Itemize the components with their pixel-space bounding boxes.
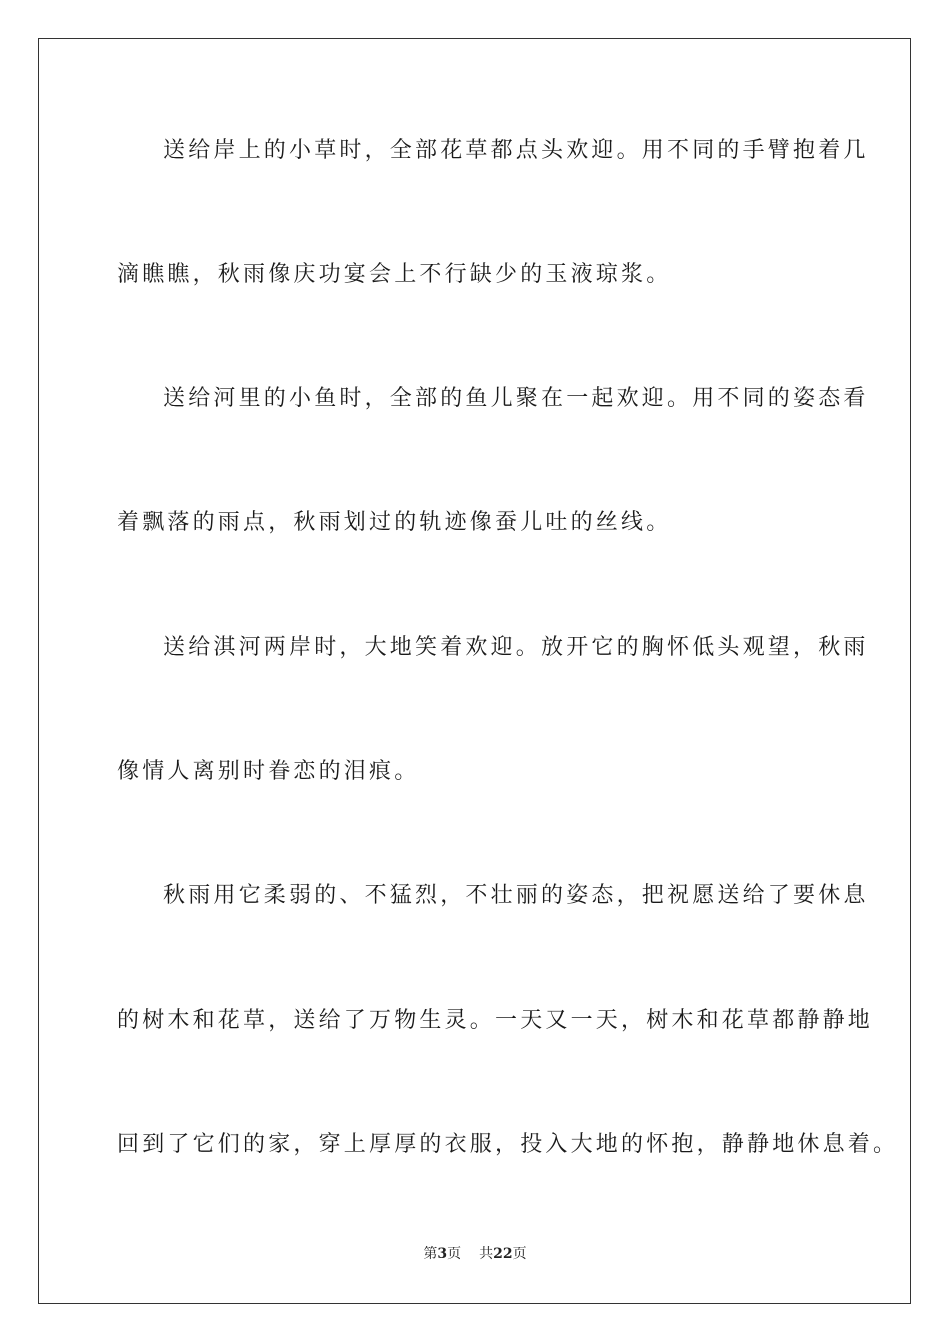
total-pages-number: 22 (493, 1246, 513, 1262)
paragraph-4-line-3: 回到了它们的家，穿上厚厚的衣服，投入大地的怀抱，静静地休息着。 (117, 1132, 899, 1157)
page-border (38, 38, 911, 1304)
paragraph-4-line-2: 的树木和花草，送给了万物生灵。一天又一天，树木和花草都静静地 (117, 1008, 874, 1033)
page-suffix: 页 (447, 1246, 462, 1262)
total-suffix: 页 (512, 1246, 527, 1262)
paragraph-4-line-1: 秋雨用它柔弱的、不猛烈，不壮丽的姿态，把祝愿送给了要休息 (163, 883, 869, 908)
total-prefix: 共 (479, 1246, 494, 1262)
page-number-footer (0, 1244, 950, 1264)
paragraph-1-line-1: 送给岸上的小草时，全部花草都点头欢迎。用不同的手臂抱着几 (163, 138, 869, 163)
paragraph-2-line-1: 送给河里的小鱼时，全部的鱼儿聚在一起欢迎。用不同的姿态看 (163, 386, 869, 411)
current-page-number: 3 (437, 1246, 448, 1262)
paragraph-2-line-2: 着飘落的雨点，秋雨划过的轨迹像蚕儿吐的丝线。 (117, 510, 672, 535)
page-prefix: 第 (423, 1246, 438, 1262)
paragraph-3-line-1: 送给淇河两岸时，大地笑着欢迎。放开它的胸怀低头观望，秋雨 (163, 635, 869, 660)
paragraph-1-line-2: 滴瞧瞧，秋雨像庆功宴会上不行缺少的玉液琼浆。 (117, 262, 672, 287)
paragraph-3-line-2: 像情人离别时眷恋的泪痕。 (117, 759, 420, 784)
